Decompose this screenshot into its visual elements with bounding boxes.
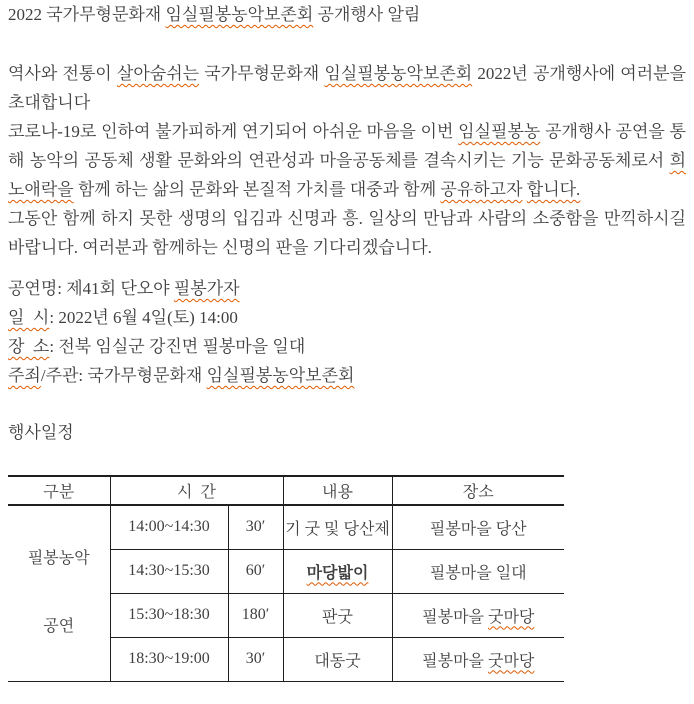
place-cell [392,593,564,637]
text-segment: 필봉마을 일대 [429,564,527,582]
schedule-heading: 행사일정 [8,423,74,442]
misspelled-text-squiggle: 주죄 [8,366,41,385]
misspelled-text-squiggle: 임실필봉농악보존회 [165,5,314,24]
col-header-category: 구분 [8,476,110,505]
misspelled-text-squiggle: 임실필봉농악보존회 [206,366,355,385]
schedule-table [8,475,564,682]
info-line-datetime [8,303,686,332]
content-cell [283,549,392,593]
text-segment: 공개행사 공연을 통해 농악의 공동체 생활 문화와의 연관성과 마을공동체를 결속시키는 기능 문화공동체로서 [8,122,686,170]
text-segment: : 2022년 6월 4일(토) 14:00 [49,308,238,327]
col-header-place: 장소 [392,476,564,505]
group-label-line: 필봉농악 [27,550,90,568]
misspelled-text-squiggle: 임실필봉농악보존회 [324,64,473,83]
time-cell: 14:00~14:30 [110,505,228,549]
text-segment: 역사와 전통이 [8,64,117,83]
place-cell [392,505,564,549]
table-header-row [8,476,564,505]
content-cell [283,593,392,637]
duration-cell: 30′ [228,505,283,549]
duration-cell: 30′ [228,637,283,681]
misspelled-text-squiggle: 살아숨쉬는 [116,64,200,83]
content-cell [283,505,392,549]
info-line-host [8,361,686,390]
paragraph-covid-delay [8,117,686,204]
text-segment: 기 굿 및 당산제 [285,520,390,538]
document-title [8,4,686,25]
duration-cell: 60′ [228,549,283,593]
text-segment: /주관: 국가무형문화재 [40,366,207,385]
group-label-cell [8,505,110,681]
event-info-block [8,274,686,390]
misspelled-text-squiggle: 공유하고자 [440,180,523,199]
place-cell [392,549,564,593]
table-row [8,505,564,549]
info-line-performance-name [8,274,686,303]
text-segment: 코로나-19로 인하여 불가피하게 연기되어 아쉬운 마음을 이번 [8,122,459,141]
text-segment: 판굿 [322,608,353,626]
misspelled-text-squiggle: 일 시 [8,308,50,327]
time-cell: 14:30~15:30 [110,549,228,593]
misspelled-text-squiggle: 합니다. [526,180,581,199]
text-segment: 2022년 공개행사에 여러분을 초대합니다 [8,64,691,112]
text-segment: 공개행사 알림 [313,5,421,24]
text-segment: 필봉마을 [422,608,488,626]
text-segment: 필봉마을 당산 [429,520,527,538]
misspelled-text-squiggle: 굿마당 [487,608,535,626]
paragraph-history-invite [8,59,691,117]
misspelled-text-squiggle: 임실필봉농 [458,122,541,141]
info-line-place [8,332,686,361]
text-segment: 공연명: 제41회 단오야 [8,279,174,298]
misspelled-text-squiggle: 굿마당 [487,652,535,670]
text-segment: 대동굿 [314,652,361,670]
text-segment: : 전북 임실군 강진면 필봉마을 일대 [49,337,306,356]
col-header-time: 시 간 [110,476,283,505]
text-segment: 2022 국가무형문화재 [8,5,166,24]
place-cell [392,637,564,681]
time-cell: 15:30~18:30 [110,593,228,637]
misspelled-text-squiggle: 희노애락을 [8,151,686,199]
misspelled-text-squiggle: 필봉가자 [173,279,240,298]
text-segment: 함께 하는 삶의 문화와 본질적 가치를 대중과 함께 [73,180,441,199]
col-header-content: 내용 [283,476,392,505]
group-label-line: 공연 [43,618,75,636]
content-cell [283,637,392,681]
misspelled-text-squiggle: 장 소 [8,337,50,356]
text-segment: 필봉마을 [422,652,488,670]
text-segment: 그동안 함께 하지 못한 생명의 입김과 신명과 흥. 일상의 만남과 사람의 소중함을 만끽하시길 바랍니다. 여러분과 함께하는 신명의 판을 기다리겠습니다. [8,209,691,257]
misspelled-text-squiggle: 마당밟이 [306,564,369,582]
text-segment: 국가무형문화재 [199,64,325,83]
paragraph-reunion [8,204,691,262]
time-cell: 18:30~19:00 [110,637,228,681]
duration-cell: 180′ [228,593,283,637]
